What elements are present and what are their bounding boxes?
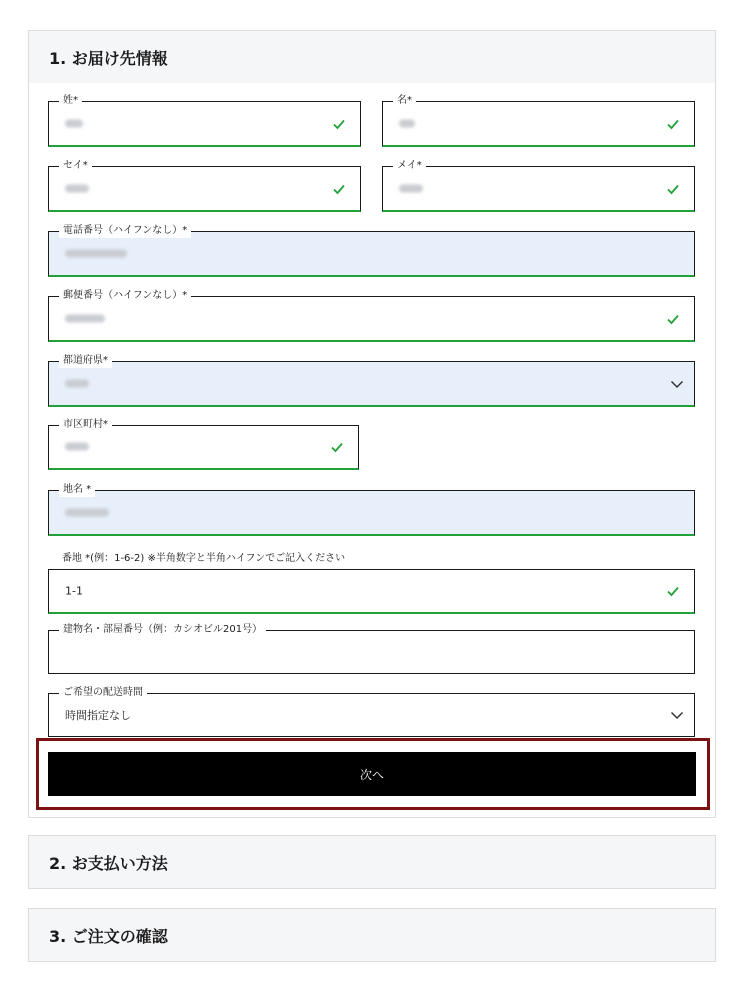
city-value-redacted	[65, 443, 89, 451]
first-name-value-redacted	[399, 119, 415, 127]
payment-section-title[interactable]: 2. お支払い方法	[29, 836, 715, 888]
confirm-section[interactable]	[28, 908, 716, 962]
address-field[interactable]	[48, 569, 695, 614]
check-icon	[332, 182, 346, 196]
confirm-section-title[interactable]: 3. ご注文の確認	[29, 909, 715, 961]
payment-section[interactable]	[28, 835, 716, 889]
town-label: 地名 *	[59, 483, 95, 497]
last-name-label: 姓*	[59, 94, 82, 108]
building-field[interactable]	[48, 624, 695, 674]
phone-label: 電話番号（ハイフンなし）*	[59, 224, 191, 238]
phone-value-redacted	[65, 249, 127, 257]
delivery-time-value: 時間指定なし	[65, 709, 131, 722]
delivery-section-title[interactable]: 1. お届け先情報	[29, 31, 715, 83]
first-name-kana-label: メイ*	[393, 159, 426, 173]
check-icon	[666, 584, 680, 598]
check-icon	[666, 182, 680, 196]
city-field[interactable]	[48, 419, 359, 470]
last-name-kana-value-redacted	[65, 184, 89, 192]
check-icon	[666, 312, 680, 326]
address-hint-label: 番地 *(例：1-6-2) ※半角数字と半角ハイフンでご記入ください	[62, 553, 346, 564]
first-name-kana-field[interactable]	[382, 160, 695, 212]
prefecture-label: 都道府県*	[59, 354, 112, 368]
phone-field[interactable]	[48, 225, 695, 277]
check-icon	[332, 117, 346, 131]
prefecture-select[interactable]	[48, 355, 695, 407]
check-icon	[666, 117, 680, 131]
chevron-down-icon[interactable]	[670, 377, 684, 391]
first-name-kana-value-redacted	[399, 184, 423, 192]
check-icon	[330, 440, 344, 454]
first-name-label: 名*	[393, 94, 416, 108]
postal-code-value-redacted	[65, 314, 105, 322]
postal-code-field[interactable]	[48, 290, 695, 342]
building-label: 建物名・部屋番号（例：カシオビル201号）	[59, 623, 266, 637]
delivery-time-select[interactable]	[48, 687, 695, 737]
next-button[interactable]: 次へ	[48, 752, 696, 796]
postal-code-label: 郵便番号（ハイフンなし）*	[59, 289, 191, 303]
town-field[interactable]	[48, 484, 695, 536]
chevron-down-icon[interactable]	[670, 708, 684, 722]
delivery-time-label: ご希望の配送時間	[59, 686, 147, 700]
address-value: 1-1	[65, 584, 83, 598]
first-name-field[interactable]	[382, 95, 695, 147]
prefecture-value-redacted	[65, 379, 89, 387]
town-value-redacted	[65, 508, 109, 516]
last-name-field[interactable]	[48, 95, 361, 147]
city-label: 市区町村*	[59, 418, 112, 432]
last-name-value-redacted	[65, 119, 83, 127]
last-name-kana-label: セイ*	[59, 159, 92, 173]
last-name-kana-field[interactable]	[48, 160, 361, 212]
